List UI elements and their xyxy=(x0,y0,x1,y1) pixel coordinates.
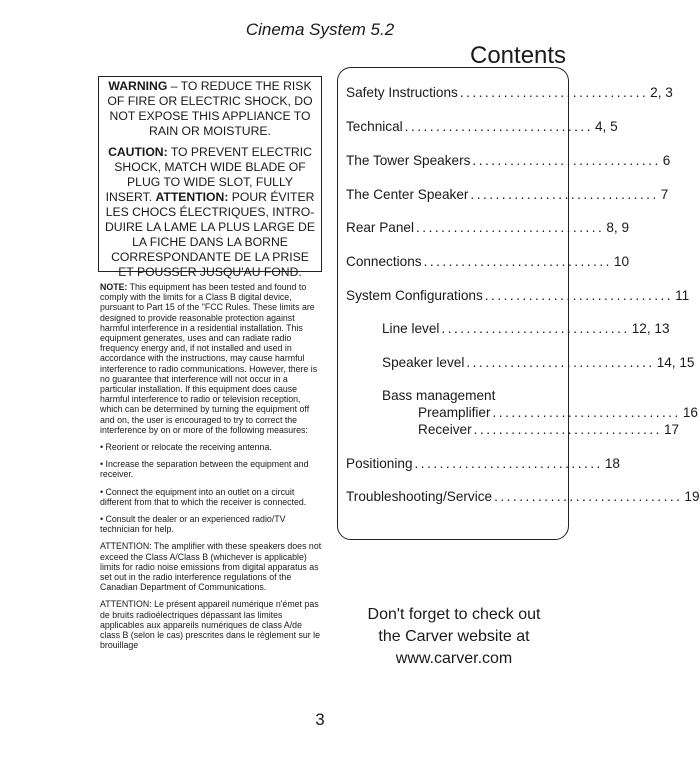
toc-leader: .............................. xyxy=(470,187,659,202)
attention-text: POUR ÉVITER LES CHOCS ÉLECTRIQUES, INTRO- DUIRE LA LAME LA PLUS LARGE DE LA FICHE DANS LA BORNE CORRESPONDANTE DE LA PRISE ET POUSSER JUSQU'AU FOND. xyxy=(105,190,315,279)
toc-entry-speaker-level[interactable] xyxy=(382,355,695,370)
toc-entry-center-speaker[interactable] xyxy=(346,187,669,202)
toc-entry-line-level[interactable] xyxy=(382,321,670,336)
toc-label: Technical xyxy=(346,119,403,134)
toc-leader: .............................. xyxy=(484,288,674,303)
toc-label: System Configurations xyxy=(346,288,483,303)
fcc-notice xyxy=(100,282,322,658)
contents-heading: Contents xyxy=(470,42,567,69)
toc-label: Rear Panel xyxy=(346,220,415,235)
toc-page: 19 xyxy=(684,489,700,504)
toc-page: 16 xyxy=(682,405,698,420)
toc-label: The Tower Speakers xyxy=(346,153,471,168)
attention-french: ATTENTION: Le présent appareil numérique n'émet pas de bruits radioélectriques dépassant las limites applicables aux appareils numériques de class A/de class B (selon le cas) prescrites dans le règlement sur le brouillage xyxy=(100,599,321,651)
toc-label: Speaker level xyxy=(382,355,465,370)
warning-text: – TO REDUCE THE RISK OF FIRE OR ELECTRIC SHOCK, DO NOT EXPOSE THIS APPLIANCE TO RAIN OR MOISTURE. xyxy=(107,79,313,138)
toc-page: 8, 9 xyxy=(606,220,630,235)
toc-page: 2, 3 xyxy=(650,85,673,100)
caution-text: TO PREVENT ELECTRIC SHOCK, MATCH WIDE BLADE OF PLUG TO WIDE SLOT, FULLY INSERT. xyxy=(105,145,312,204)
toc-entry-positioning[interactable] xyxy=(346,456,620,471)
toc-leader: .............................. xyxy=(423,254,612,269)
warning-label: WARNING xyxy=(108,79,168,93)
warning-notice xyxy=(103,79,317,139)
toc-leader: .............................. xyxy=(473,422,662,437)
toc-leader: .............................. xyxy=(466,355,655,370)
toc-label: Troubleshooting/Service xyxy=(346,489,493,504)
toc-label: Positioning xyxy=(346,456,413,471)
caution-label: CAUTION: xyxy=(108,145,168,159)
toc-label: Line level xyxy=(382,321,440,336)
toc-entry-rear-panel[interactable] xyxy=(346,220,630,235)
toc-leader: .............................. xyxy=(404,119,593,134)
attention-english: ATTENTION: The amplifier with these speakers does not exceed the Class A/Class B (whichever is applicable) limits for radio noise emissions from digital apparatus as set out in the radio interference regulations of the Canadian Department of Communications. xyxy=(100,541,322,593)
measure-item: • Reorient or relocate the receiving antenna. xyxy=(100,442,272,453)
fcc-note xyxy=(100,282,322,435)
toc-label: Preamplifier xyxy=(418,405,491,420)
toc-page: 11 xyxy=(675,288,690,303)
website-link[interactable]: www.carver.com xyxy=(395,650,513,667)
toc-page: 18 xyxy=(604,456,620,471)
note-label: NOTE: xyxy=(100,282,128,292)
toc-entry-troubleshooting[interactable] xyxy=(346,489,700,504)
measure-item: • Consult the dealer or an experienced radio/TV technician for help. xyxy=(100,514,286,535)
document-title: Cinema System 5.2 xyxy=(245,20,395,39)
toc-entry-tower-speakers[interactable] xyxy=(346,153,671,168)
promo-line: the Carver website at xyxy=(378,628,530,645)
measure-item: • Connect the equipment into an outlet on a circuit different from that to which the receiver is connected. xyxy=(100,486,307,507)
toc-entry-preamplifier[interactable] xyxy=(418,405,698,420)
toc-page: 10 xyxy=(613,254,630,269)
toc-leader: .............................. xyxy=(416,220,605,235)
toc-leader: .............................. xyxy=(459,85,649,100)
toc-entry-technical[interactable] xyxy=(346,119,618,134)
toc-label: Receiver xyxy=(418,422,472,437)
toc-leader: .............................. xyxy=(414,456,603,471)
website-promo xyxy=(338,604,570,670)
caution-notice xyxy=(103,145,317,280)
toc-page: 17 xyxy=(663,422,680,437)
toc-label: Safety Instructions xyxy=(346,85,458,100)
attention-label: ATTENTION: xyxy=(155,190,229,204)
toc-leader: .............................. xyxy=(494,489,683,504)
note-text: This equipment has been tested and found to comply with the limits for a Class B digital device, pursuant to Part 15 of the "FCC Rules. These limits are designed to provide reasonable protection against harmful interference in a residential installation. This equipment generates, uses and can radiate radio frequency energy and, if not installed and used in accordance with the instructions, may cause harmful interference to radio communications. However, there is no guarantee that interference will not occur in a particular installation. If this equipment does cause harmful interference to radio or television reception, which can be determined by turning the equipment off and on, the user is encouraged to try to correct the interference by on or more of the following measures: xyxy=(100,282,318,435)
toc-page: 14, 15 xyxy=(656,355,695,370)
toc-entry-receiver[interactable] xyxy=(418,422,680,437)
toc-page: 12, 13 xyxy=(631,321,670,336)
warning-box xyxy=(98,76,322,279)
toc-label: Connections xyxy=(346,254,422,269)
toc-entry-connections[interactable] xyxy=(346,254,630,269)
page-number: 3 xyxy=(315,710,325,729)
measure-item: • Increase the separation between the equipment and receiver. xyxy=(100,459,309,480)
toc-leader: .............................. xyxy=(492,405,681,420)
toc-leader: .............................. xyxy=(441,321,630,336)
toc-entry-system-configurations[interactable] xyxy=(346,288,690,303)
toc-heading-bass-management: Bass management xyxy=(382,388,496,403)
promo-line: Don't forget to check out xyxy=(367,606,541,623)
toc-entry-safety[interactable] xyxy=(346,85,673,100)
toc-page: 6 xyxy=(662,153,671,168)
toc-label: The Center Speaker xyxy=(346,187,469,202)
toc-page: 4, 5 xyxy=(594,119,618,134)
toc-leader: .............................. xyxy=(472,153,661,168)
toc-page: 7 xyxy=(660,187,669,202)
